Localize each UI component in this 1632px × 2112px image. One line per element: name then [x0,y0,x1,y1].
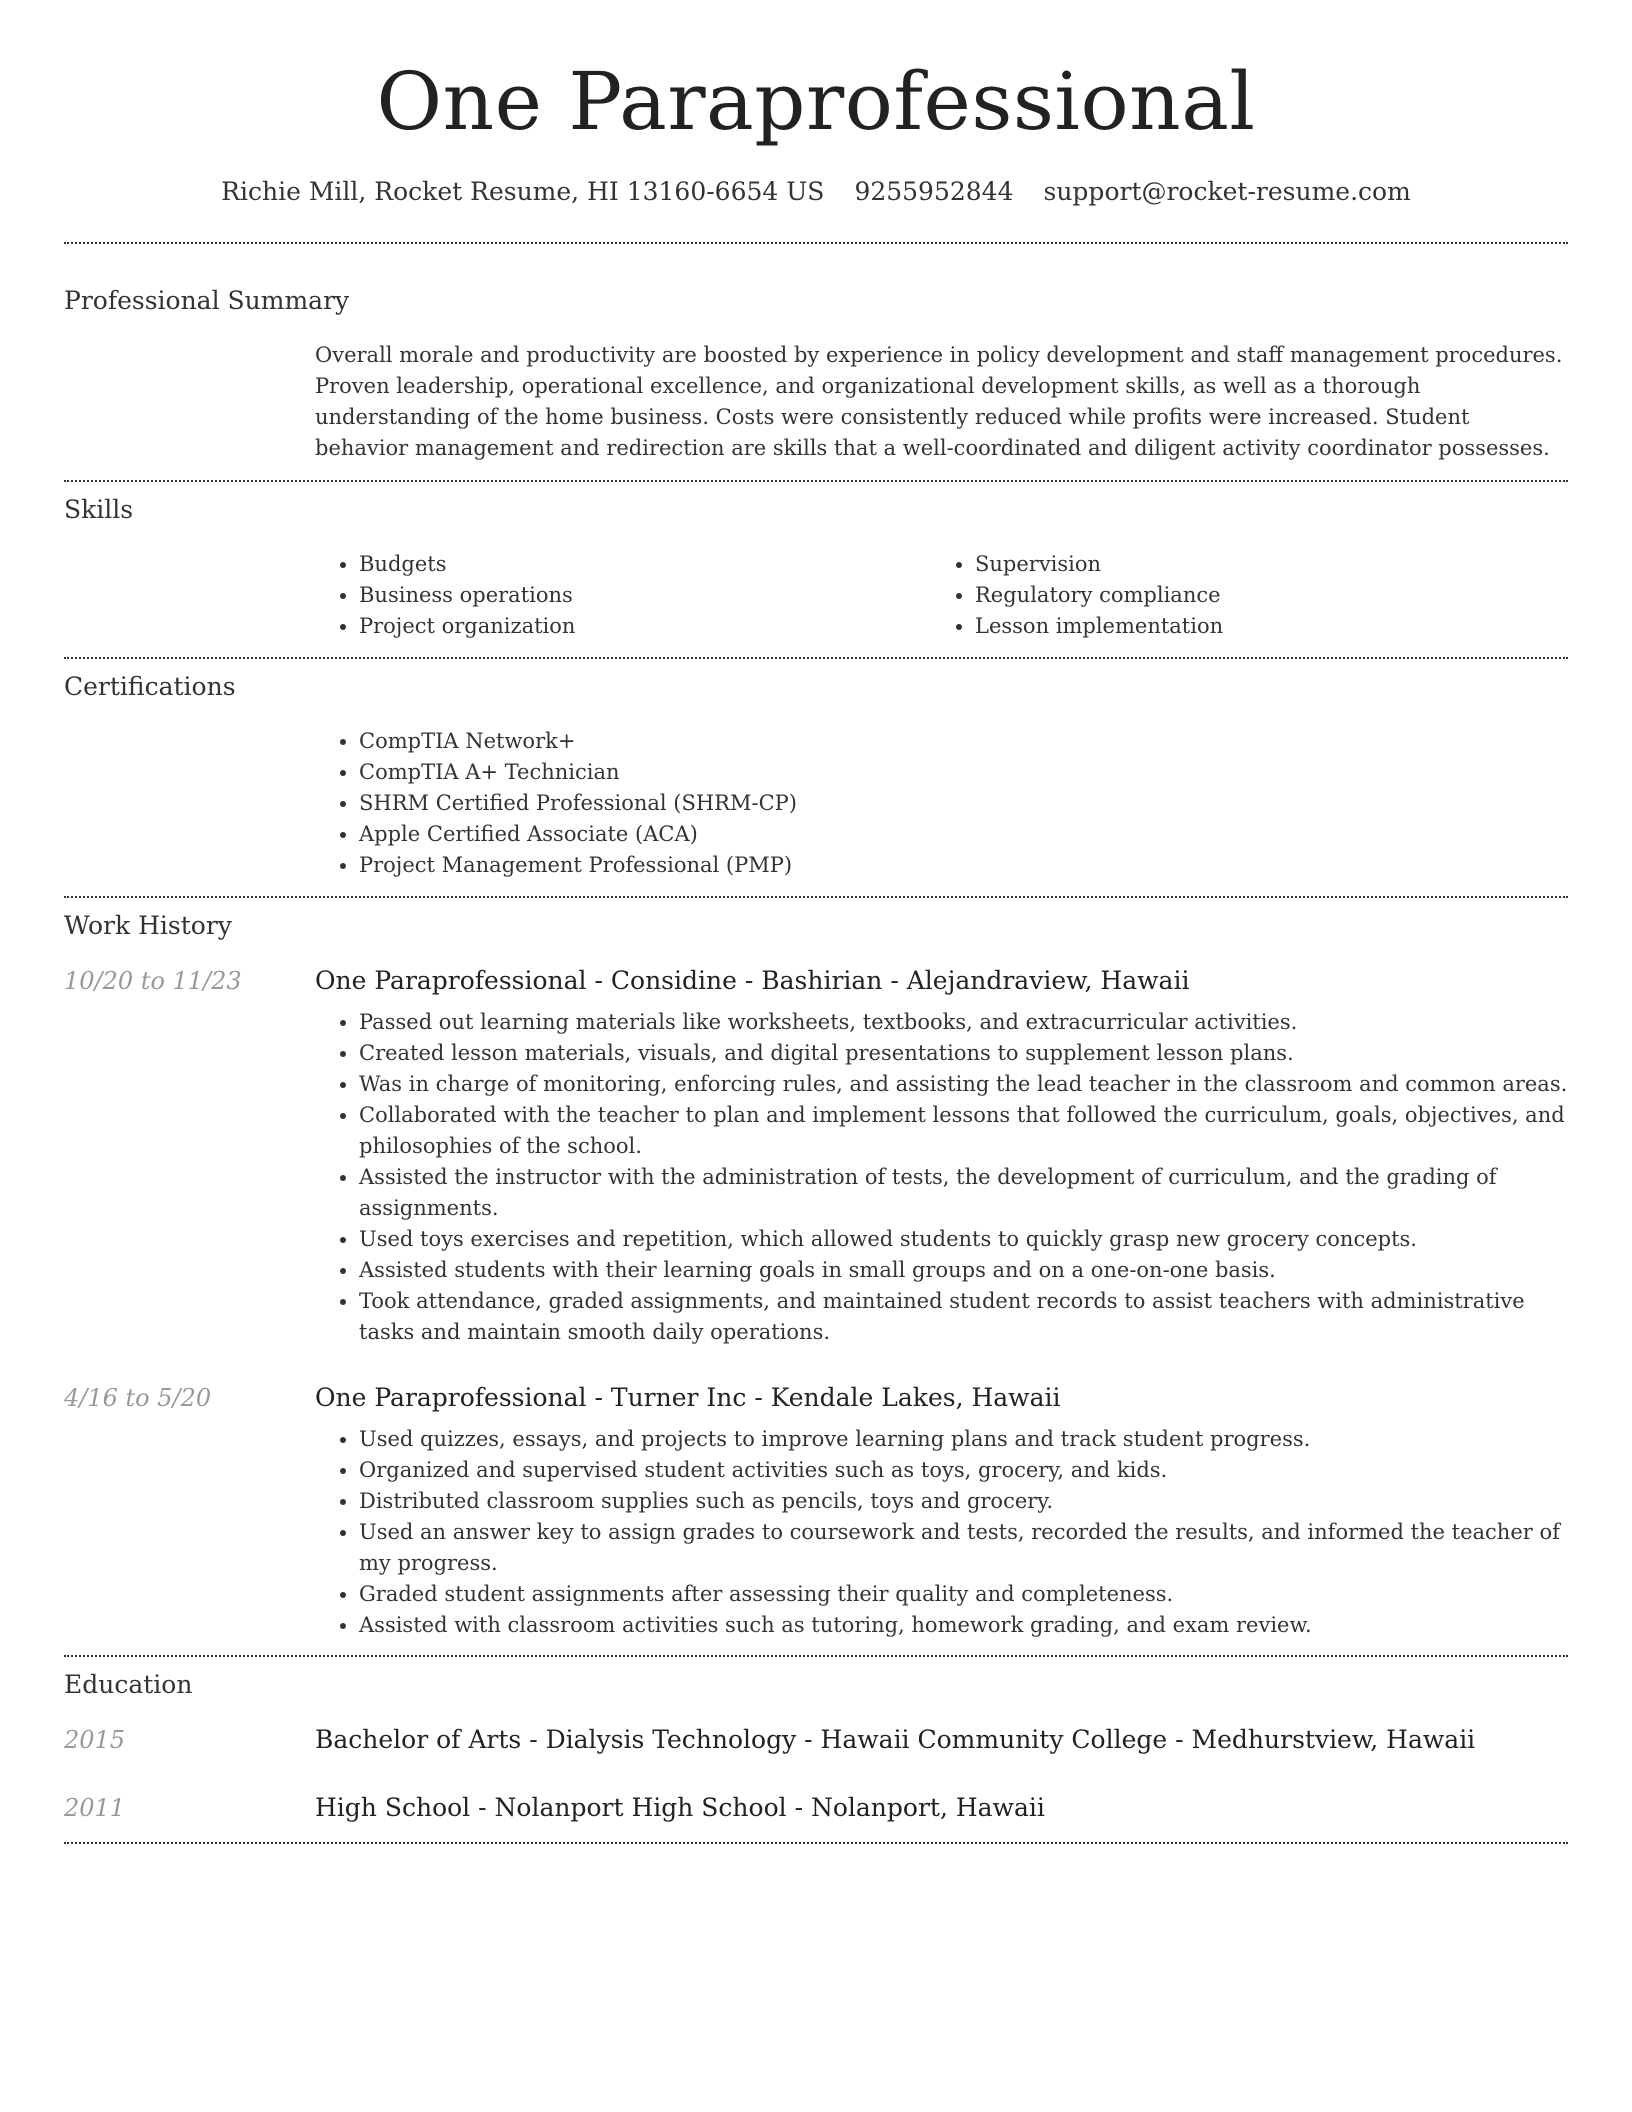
section-divider [64,1842,1568,1844]
contact-line [64,176,1568,208]
job-bullet: • Used an answer key to assign grades to coursework and tests, recorded the results, and informed the teacher of my progress. [359,1517,1568,1579]
candidate-name: One Paraprofessional [376,55,1256,148]
certification-item: • CompTIA A+ Technician [359,757,1568,788]
job-bullet: • Assisted the instructor with the administration of tests, the development of curriculum, and the grading of assignments. [359,1162,1568,1224]
job-bullet: • Was in charge of monitoring, enforcing rules, and assisting the lead teacher in the classroom and common areas. [359,1069,1568,1100]
education-heading: Bachelor of Arts - Dialysis Technology - Hawaii Community College - Medhurstview, Hawaii [315,1725,1476,1754]
skills-list [315,527,1568,657]
skill-item: • Supervision [975,549,1547,580]
education-content [315,1788,1568,1828]
skills-section [64,482,1568,657]
certifications-section [64,659,1568,896]
education-section [64,1657,1568,1842]
contact-phone: 9255952844 [854,177,1014,206]
skill-item: • Regulatory compliance [975,580,1547,611]
education-title: Education [64,1670,193,1699]
skill-item: • Business operations [359,580,931,611]
work-history-section [64,898,1568,1655]
summary-section [64,244,1568,480]
education-entry [64,1760,1568,1842]
summary-text: Overall morale and productivity are boosted by experience in policy development and staff management procedures. Proven leadership, operational excellence, and organizational development skills, as well as a thorough understanding of the home business. Costs were consistently reduced while profits were increased. Student behavior management and redirection are skills that a well-coordinated and diligent activity coordinator possesses. [315,343,1563,460]
education-heading: High School - Nolanport High School - Nolanport, Hawaii [315,1793,1045,1822]
certification-item: • SHRM Certified Professional (SHRM-CP) [359,788,1568,819]
skill-item: • Lesson implementation [975,611,1547,642]
job-bullet: • Assisted with classroom activities such as tutoring, homework grading, and exam review. [359,1610,1568,1641]
job-bullet: • Distributed classroom supplies such as pencils, toys and grocery. [359,1486,1568,1517]
certifications-list [315,704,1568,896]
job-heading: One Paraprofessional - Turner Inc - Kendale Lakes, Hawaii [315,1383,1061,1412]
contact-email[interactable]: support@rocket-resume.com [1043,177,1411,206]
certification-item: • Apple Certified Associate (ACA) [359,819,1568,850]
education-year: 2015 [64,1726,126,1754]
job-content [315,961,1568,1348]
job-entry [64,1348,1568,1655]
job-heading: One Paraprofessional - Considine - Bashirian - Alejandraview, Hawaii [315,966,1190,995]
job-bullets [315,1424,1568,1641]
summary-title: Professional Summary [64,286,350,315]
education-year: 2011 [64,1794,126,1822]
job-bullet: • Created lesson materials, visuals, and digital presentations to supplement lesson plans. [359,1038,1568,1069]
education-entry [64,1702,1568,1760]
job-bullet: • Collaborated with the teacher to plan and implement lessons that followed the curriculum, goals, objectives, and philosophies of the school. [359,1100,1568,1162]
certification-item: • Project Management Professional (PMP) [359,850,1568,881]
job-dates: 4/16 to 5/20 [64,1384,212,1412]
skill-item: • Budgets [359,549,931,580]
skills-title: Skills [64,495,134,524]
contact-address: Richie Mill, Rocket Resume, HI 13160-6654 US [221,177,825,206]
education-content [315,1720,1568,1760]
job-bullet: • Took attendance, graded assignments, and maintained student records to assist teachers with administrative tasks and maintain smooth daily operations. [359,1286,1568,1348]
skills-column [315,549,931,642]
job-bullets [315,1007,1568,1348]
job-bullet: • Passed out learning materials like worksheets, textbooks, and extracurricular activities. [359,1007,1568,1038]
skills-column [931,549,1547,642]
job-dates: 10/20 to 11/23 [64,967,242,995]
job-content [315,1378,1568,1641]
work-history-title: Work History [64,911,232,940]
skill-item: • Project organization [359,611,931,642]
certifications-title: Certifications [64,672,236,701]
job-bullet: • Used toys exercises and repetition, which allowed students to quickly grasp new grocery concepts. [359,1224,1568,1255]
job-entry [64,943,1568,1348]
job-bullet: • Organized and supervised student activities such as toys, grocery, and kids. [359,1455,1568,1486]
job-bullet: • Graded student assignments after assessing their quality and completeness. [359,1579,1568,1610]
certification-item: • CompTIA Network+ [359,726,1568,757]
job-bullet: • Assisted students with their learning goals in small groups and on a one-on-one basis. [359,1255,1568,1286]
job-bullet: • Used quizzes, essays, and projects to improve learning plans and track student progress. [359,1424,1568,1455]
